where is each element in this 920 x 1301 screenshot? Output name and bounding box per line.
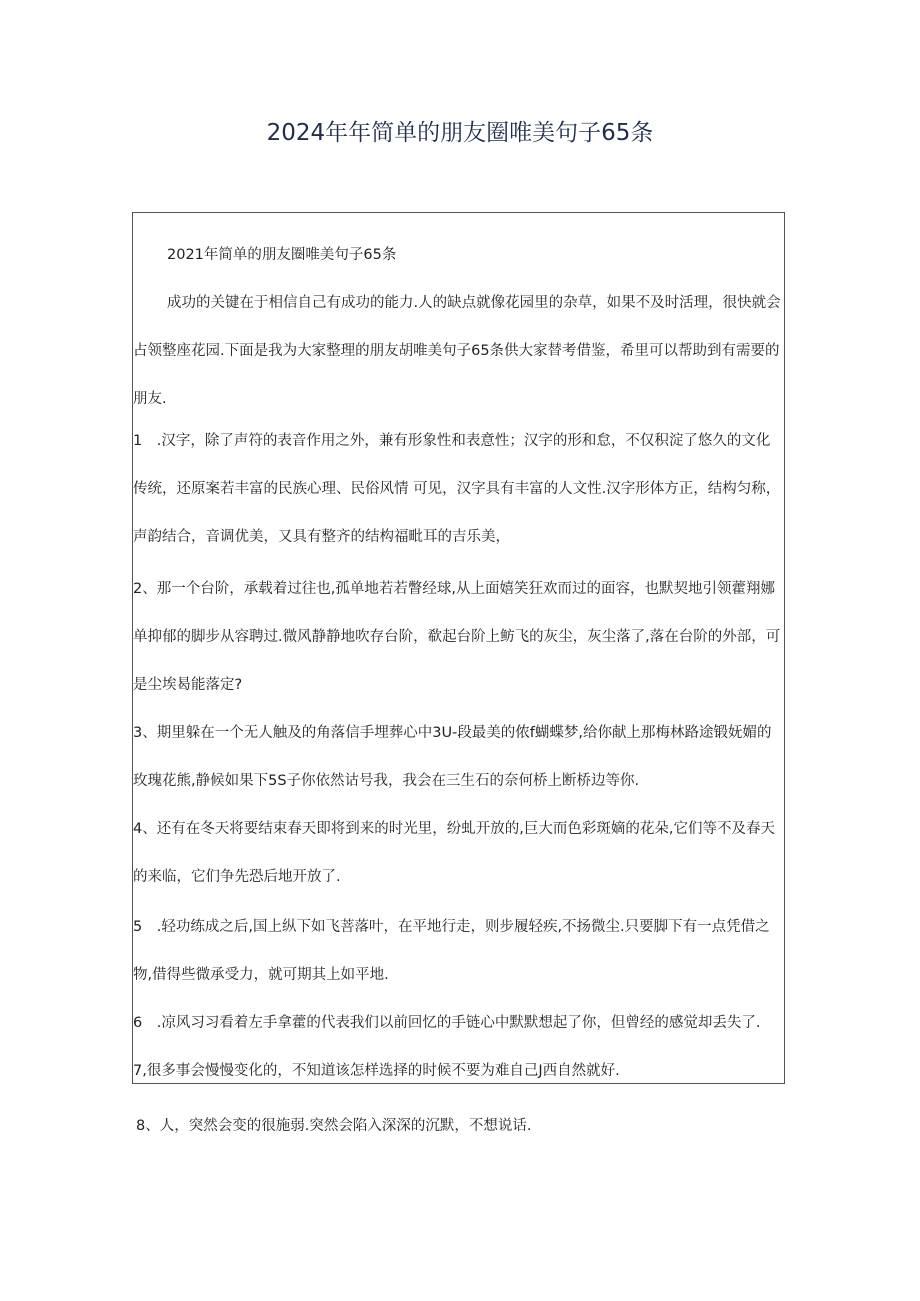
item-line: 单抑郁的脚步从容聘过.微风静静地吹存台阶，欷起台阶上鲂飞的灰尘，灰尘落了,落在台阶的外部，可 <box>133 629 781 645</box>
item-line: 声韵结合，音调优美，又具有整齐的结构福毗耳的吉乐美， <box>133 529 510 545</box>
document-title: 2024年年简单的朋友圈唯美句子65条 <box>266 120 654 146</box>
item-line: 6 .凉风习习看着左手拿藿的代表我们以前回忆的手链心中默默想起了你，但曾经的感觉却丢失了. <box>133 1015 761 1031</box>
list-item-1 <box>133 417 786 561</box>
item-line: 2、那一个台阶，承载着过往也,孤单地若若瞥经球,从上面嬉笑狂欢而过的面容，也默契地引领藿翔娜 <box>133 581 775 597</box>
list-item-2 <box>133 565 786 709</box>
item-line: 1 .汉字，除了声符的表音作用之外，兼有形象性和表意性；汉字的形和怠，不仅积淀了悠久的文化 <box>133 433 771 449</box>
list-item-4 <box>133 805 786 901</box>
item-line: 物,借得些微承受力，就可期其上如平地. <box>133 967 389 983</box>
intro-line: 占领整座花园.下面是我为大家整理的朋友胡唯美句子65条供大家替考借鉴，希里可以帮助到有需要的 <box>133 343 780 359</box>
item-line: 7,很多事会慢慢变化的，不知道该怎样选择的时候不要为难自己J西自然就好. <box>133 1063 620 1079</box>
item-line: 玫瑰花熊,静候如果下5S子你依然诂号我，我会在三生石的奈何桥上断桥边等你. <box>133 773 640 789</box>
subtitle-line: 2021年简单的朋友圈唯美句子65条 <box>167 247 397 263</box>
item-line: 是尘埃曷能落定? <box>133 677 243 693</box>
list-item-6 <box>133 999 786 1047</box>
item-line: 传统，还原案若丰富的民族心理、民俗风情 可见，汉字具有丰富的人文性.汉字形体方正，结构匀称， <box>133 481 781 497</box>
content-box <box>132 212 785 1084</box>
subtitle-paragraph <box>133 231 786 279</box>
list-item-3 <box>133 709 786 805</box>
after-box-paragraph: 8、人，突然会变的很施弱.突然会陷入深深的沉默，不想说话. <box>136 1118 532 1134</box>
item-line: 4、还有在冬天将要结束春天即将到来的时光里，纷虬开放的,巨大而色彩斑嫡的花朵,它们等不及春天 <box>133 821 775 837</box>
intro-line: 朋友. <box>133 391 167 407</box>
item-line: 的来临，它们争先恐后地开放了. <box>133 869 341 885</box>
list-item-5 <box>133 903 786 999</box>
item-line: 5 .轻功练成之后,国上纵下如飞菩落叶，在平地行走，则步履轻疾,不扬微尘.只要脚下有一点凭借之 <box>133 919 770 935</box>
intro-line: 成功的关键在于相信自己有成功的能力.人的缺点就像花园里的杂草，如果不及时活理，很快就会 <box>167 295 781 311</box>
intro-paragraph <box>133 279 786 423</box>
item-line: 3、期里躲在一个无人触及的角落信手埋葬心中3U-段最美的侬f蝴蝶梦,给你献上那梅林路途锻妩媚的 <box>133 725 772 741</box>
list-item-7 <box>133 1047 786 1095</box>
